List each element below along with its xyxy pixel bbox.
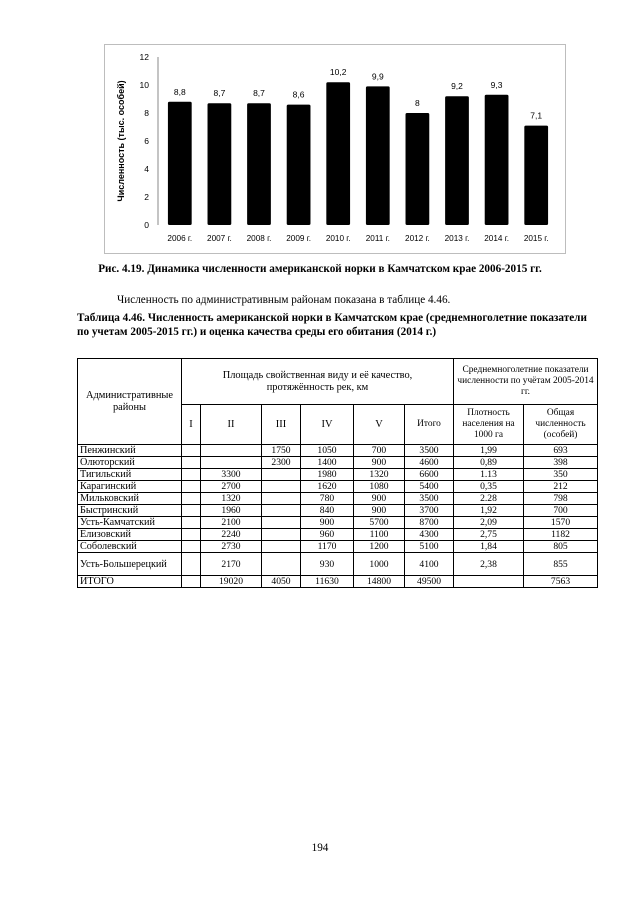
value-cell: 2,38 (454, 553, 524, 576)
bar (247, 103, 271, 225)
value-cell: 700 (354, 445, 405, 457)
bar-value-label: 10,2 (329, 67, 347, 78)
value-cell (182, 517, 201, 529)
district-header: Административные районы (78, 359, 182, 445)
value-cell: 1050 (301, 445, 354, 457)
value-cell (262, 469, 301, 481)
y-tick-label: 10 (139, 80, 149, 90)
district-cell: Мильковский (78, 493, 182, 505)
class-header: I (182, 405, 201, 445)
value-cell: 11630 (301, 576, 354, 588)
value-cell: 900 (301, 517, 354, 529)
value-cell (182, 529, 201, 541)
value-cell: 2240 (201, 529, 262, 541)
value-cell: 960 (301, 529, 354, 541)
value-cell: 2,09 (454, 517, 524, 529)
value-cell: 1320 (354, 469, 405, 481)
value-cell (182, 576, 201, 588)
value-cell: 0,89 (454, 457, 524, 469)
value-cell (262, 553, 301, 576)
x-tick-label: 2006 г. (167, 234, 193, 243)
bar-value-label: 8,7 (253, 88, 265, 99)
density-header: Плотность населения на 1000 га (454, 405, 524, 445)
district-cell: Олюторский (78, 457, 182, 469)
value-cell (182, 445, 201, 457)
table-body (78, 445, 598, 588)
page-number: 194 (311, 842, 329, 854)
class-header: V (354, 405, 405, 445)
value-cell: 900 (354, 505, 405, 517)
bar-value-label: 9,2 (451, 81, 463, 92)
bar-value-label: 8,8 (173, 86, 186, 97)
value-cell: 930 (301, 553, 354, 576)
y-tick-label: 12 (139, 52, 149, 62)
bar-value-label: 8 (415, 98, 420, 108)
x-tick-label: 2015 г. (523, 234, 549, 243)
x-tick-label: 2012 г. (405, 234, 430, 243)
bar-value-label: 9,3 (490, 79, 503, 90)
value-cell: 0,35 (454, 481, 524, 493)
class-total-header: Итого (405, 405, 454, 445)
bar-value-label: 8,7 (213, 88, 226, 99)
body-paragraph: Численность по административным районам показана в таблице 4.46. (117, 294, 451, 306)
value-cell: 2,75 (454, 529, 524, 541)
value-cell (262, 505, 301, 517)
bar (406, 113, 430, 225)
value-cell: 5700 (354, 517, 405, 529)
table-row (78, 469, 598, 481)
bar-value-label: 7,1 (530, 110, 543, 121)
value-cell: 5400 (405, 481, 454, 493)
value-cell: 693 (524, 445, 598, 457)
table-caption: Таблица 4.46. Численность американской норки в Камчатском крае (среднемноголетние показатели по учетам 2005-2015 гг.) и оценка качества среды его обитания (2014 г.) (77, 312, 587, 338)
table-row (78, 553, 598, 576)
value-cell: 1000 (354, 553, 405, 576)
value-cell: 3500 (405, 493, 454, 505)
area-group-header: Площадь свойственная виду и её качество, протяжённость рек, км (182, 359, 454, 405)
district-cell: Елизовский (78, 529, 182, 541)
value-cell: 5100 (405, 541, 454, 553)
x-tick-label: 2014 г. (484, 234, 509, 243)
class-header: IV (301, 405, 354, 445)
value-cell: 1980 (301, 469, 354, 481)
x-tick-label: 2013 г. (444, 234, 470, 243)
value-cell: 1100 (354, 529, 405, 541)
y-tick-label: 0 (144, 220, 149, 230)
value-cell: 2730 (201, 541, 262, 553)
table-row (78, 529, 598, 541)
x-tick-label: 2011 г. (365, 234, 390, 243)
class-header: II (201, 405, 262, 445)
value-cell (262, 481, 301, 493)
class-header: III (262, 405, 301, 445)
value-cell: 350 (524, 469, 598, 481)
x-tick-label: 2008 г. (246, 234, 272, 243)
y-tick-label: 2 (144, 192, 149, 202)
table-row (78, 541, 598, 553)
bar-chart (105, 45, 565, 253)
value-cell (182, 553, 201, 576)
table-row (78, 576, 598, 588)
value-cell: 212 (524, 481, 598, 493)
district-cell: Усть-Камчатский (78, 517, 182, 529)
y-tick-label: 4 (144, 164, 149, 174)
district-cell: Усть-Большерецкий (78, 553, 182, 576)
figure-caption: Рис. 4.19. Динамика численности американской норки в Камчатском крае 2006-2015 гг. (98, 263, 542, 275)
value-cell: 1182 (524, 529, 598, 541)
x-tick-label: 2010 г. (325, 234, 351, 243)
bar-value-label: 8,6 (292, 89, 305, 100)
value-cell: 700 (524, 505, 598, 517)
value-cell: 1620 (301, 481, 354, 493)
district-cell: Пенжинский (78, 445, 182, 457)
bar (168, 102, 192, 225)
x-tick-label: 2009 г. (286, 234, 311, 243)
table-row (78, 445, 598, 457)
value-cell: 1570 (524, 517, 598, 529)
value-cell (262, 541, 301, 553)
value-cell: 2700 (201, 481, 262, 493)
district-cell: Карагинский (78, 481, 182, 493)
value-cell: 8700 (405, 517, 454, 529)
table-row (78, 493, 598, 505)
value-cell (201, 457, 262, 469)
value-cell: 4600 (405, 457, 454, 469)
y-tick-label: 8 (144, 108, 149, 118)
bar (287, 105, 311, 225)
table-row (78, 505, 598, 517)
value-cell: 840 (301, 505, 354, 517)
x-tick-label: 2007 г. (207, 234, 232, 243)
value-cell (182, 469, 201, 481)
value-cell: 19020 (201, 576, 262, 588)
value-cell (182, 457, 201, 469)
value-cell: 2100 (201, 517, 262, 529)
value-cell: 900 (354, 493, 405, 505)
value-cell: 2300 (262, 457, 301, 469)
value-cell: 1400 (301, 457, 354, 469)
value-cell: 2.28 (454, 493, 524, 505)
value-cell (182, 481, 201, 493)
value-cell: 398 (524, 457, 598, 469)
total-count-header: Общая численность (особей) (524, 405, 598, 445)
chart-frame (104, 44, 566, 254)
bar (366, 86, 390, 225)
value-cell: 4050 (262, 576, 301, 588)
value-cell (182, 493, 201, 505)
bar (524, 126, 548, 225)
value-cell: 1960 (201, 505, 262, 517)
value-cell: 7563 (524, 576, 598, 588)
value-cell: 1,99 (454, 445, 524, 457)
value-cell (262, 493, 301, 505)
value-cell: 1750 (262, 445, 301, 457)
value-cell: 900 (354, 457, 405, 469)
value-cell: 805 (524, 541, 598, 553)
value-cell: 49500 (405, 576, 454, 588)
value-cell: 1200 (354, 541, 405, 553)
value-cell: 3300 (201, 469, 262, 481)
value-cell: 1170 (301, 541, 354, 553)
y-tick-label: 6 (144, 136, 149, 146)
value-cell (182, 505, 201, 517)
value-cell: 1320 (201, 493, 262, 505)
value-cell: 2170 (201, 553, 262, 576)
bar (208, 103, 232, 225)
value-cell (454, 576, 524, 588)
value-cell: 4300 (405, 529, 454, 541)
value-cell (201, 445, 262, 457)
district-cell: Соболевский (78, 541, 182, 553)
value-cell (182, 541, 201, 553)
data-table (77, 358, 598, 588)
value-cell: 3500 (405, 445, 454, 457)
bar (326, 82, 350, 225)
table-row (78, 517, 598, 529)
value-cell: 4100 (405, 553, 454, 576)
value-cell: 3700 (405, 505, 454, 517)
value-cell: 1080 (354, 481, 405, 493)
value-cell: 1.13 (454, 469, 524, 481)
district-cell: Быстринский (78, 505, 182, 517)
bar-value-label: 9,9 (371, 71, 384, 82)
district-cell: Тигильский (78, 469, 182, 481)
value-cell: 14800 (354, 576, 405, 588)
value-cell (262, 529, 301, 541)
district-cell: ИТОГО (78, 576, 182, 588)
value-cell (262, 517, 301, 529)
value-cell: 1,92 (454, 505, 524, 517)
table-row (78, 481, 598, 493)
bar (445, 96, 469, 225)
value-cell: 1,84 (454, 541, 524, 553)
value-cell: 855 (524, 553, 598, 576)
value-cell: 780 (301, 493, 354, 505)
table-row (78, 457, 598, 469)
avg-group-header: Среднемноголетние показатели численности по учётам 2005-2014 гг. (454, 359, 598, 405)
bar (485, 95, 509, 225)
value-cell: 6600 (405, 469, 454, 481)
value-cell: 798 (524, 493, 598, 505)
y-axis-label: Численность (тыс. особей) (116, 80, 126, 202)
